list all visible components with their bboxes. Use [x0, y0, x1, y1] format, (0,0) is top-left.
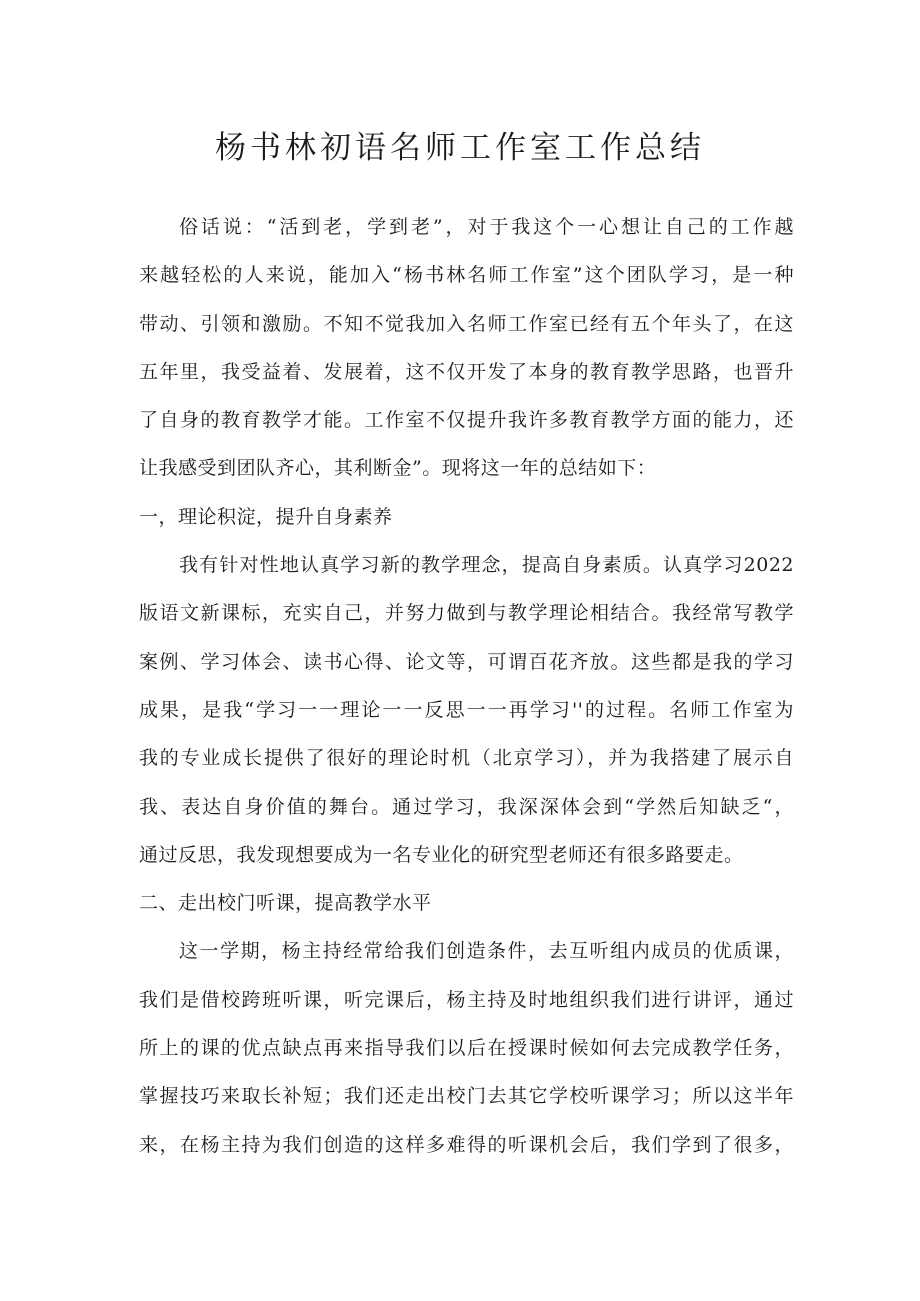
paragraph-line: 通过反思，我发现想要成为一名专业化的研究型老师还有很多路要走。	[139, 843, 744, 866]
paragraph-line: 成果，是我“学习一一理论一一反思一一再学习''的过程。名师工作室为	[139, 698, 794, 721]
section-heading: 二、走出校门听课，提高教学水平	[139, 892, 432, 915]
paragraph-line: 来，在杨主持为我们创造的这样多难得的听课机会后，我们学到了很多，	[139, 1133, 794, 1156]
document-body	[139, 203, 794, 1169]
paragraph-line: 我们是借校跨班听课，听完课后，杨主持及时地组织我们进行讲评，通过	[139, 988, 794, 1011]
section-heading: 一，理论积淀，提升自身素养	[139, 505, 393, 528]
paragraph-line: 我的专业成长提供了很好的理论时机（北京学习），并为我搭建了展示自	[139, 747, 794, 770]
paragraph-line: 俗话说：“活到老，学到老”，对于我这个一心想让自己的工作越	[179, 216, 794, 238]
document-title: 杨书林初语名师工作室工作总结	[215, 130, 705, 166]
paragraph-line: 我有针对性地认真学习新的教学理念，提高自身素质。认真学习2022	[179, 554, 794, 577]
paragraph-line: 掌握技巧来取长补短；我们还走出校门去其它学校听课学习；所以这半年	[139, 1085, 794, 1108]
paragraph-line: 版语文新课标，充实自己，并努力做到与教学理论相结合。我经常写教学	[139, 602, 794, 625]
paragraph-line: 案例、学习体会、读书心得、论文等，可谓百花齐放。这些都是我的学习	[139, 650, 794, 673]
paragraph-line: 让我感受到团队齐心，其利断金”。现将这一年的总结如下：	[139, 457, 657, 480]
paragraph-line: 五年里，我受益着、发展着，这不仅开发了本身的教育教学思路，也晋升	[139, 360, 794, 383]
paragraph-line: 了自身的教育教学才能。工作室不仅提升我许多教育教学方面的能力，还	[139, 409, 794, 432]
paragraph-line: 所上的课的优点缺点再来指导我们以后在授课时候如何去完成教学任务，	[139, 1037, 794, 1060]
paragraph-line: 来越轻松的人来说，能加入“杨书林名师工作室”这个团队学习，是一种	[139, 264, 794, 287]
paragraph-line: 这一学期，杨主持经常给我们创造条件，去互听组内成员的优质课，	[179, 940, 794, 963]
paragraph-line: 带动、引领和激励。不知不觉我加入名师工作室已经有五个年头了，在这	[139, 312, 794, 335]
paragraph-line: 我、表达自身价值的舞台。通过学习，我深深体会到“学然后知缺乏“，	[139, 795, 794, 818]
